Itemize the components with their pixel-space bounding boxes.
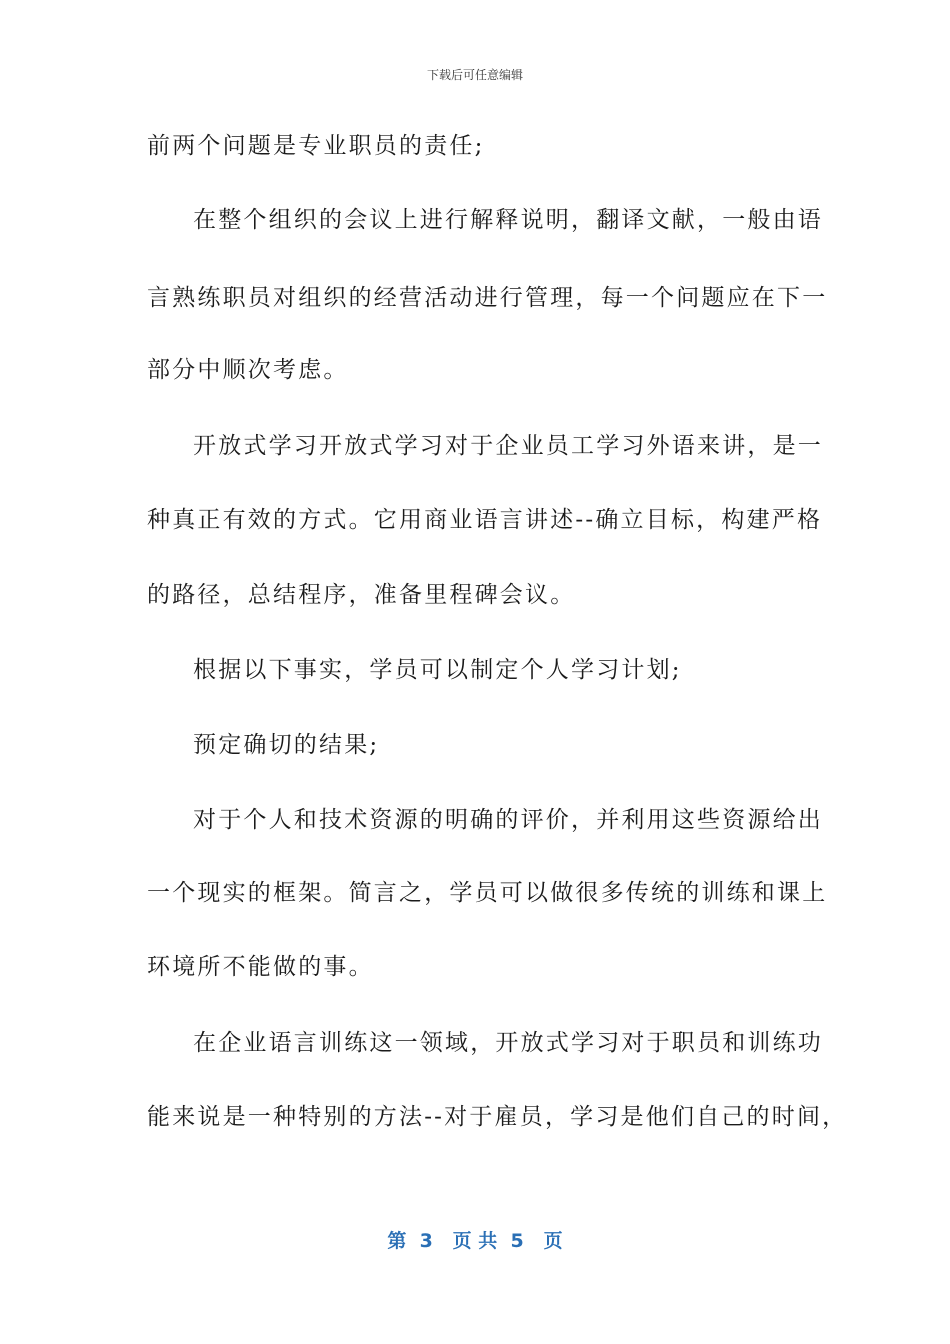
text-line: 一个现实的框架。简言之，学员可以做很多传统的训练和课上 [147,880,828,906]
text-line: 的路径，总结程序，准备里程碑会议。 [147,582,576,608]
text-line: 在整个组织的会议上进行解释说明，翻译文献，一般由语 [193,207,823,233]
page-header-note: 下载后可任意编辑 [426,68,523,82]
text-line: 对于个人和技术资源的明确的评价，并利用这些资源给出 [193,807,823,833]
text-line: 种真正有效的方式。它用商业语言讲述--确立目标，构建严格 [147,507,823,533]
text-line: 预定确切的结果; [193,732,380,758]
text-line: 开放式学习开放式学习对于企业员工学习外语来讲，是一 [193,433,823,459]
text-line: 能来说是一种特别的方法--对于雇员，学习是他们自己的时间， [147,1104,848,1130]
text-line: 部分中顺次考虑。 [147,357,349,383]
page-number-footer: 第 3 页 共 5 页 [387,1230,563,1252]
text-line: 前两个问题是专业职员的责任; [147,133,485,159]
text-line: 环境所不能做的事。 [147,954,374,980]
text-line: 在企业语言训练这一领域，开放式学习对于职员和训练功 [193,1030,823,1056]
text-line: 根据以下事实，学员可以制定个人学习计划; [193,657,682,683]
text-line: 言熟练职员对组织的经营活动进行管理，每一个问题应在下一 [147,285,828,311]
